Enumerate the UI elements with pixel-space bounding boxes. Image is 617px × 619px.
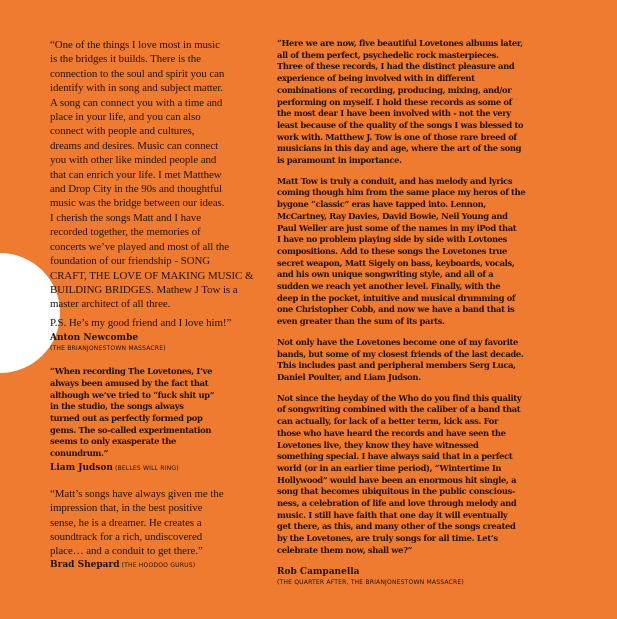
attribution-affiliation: (THE HOODOO GURUS) [121,561,196,569]
quote-paragraph-4: Not since the heyday of the Who do you find this quality of songwriting combined with the caliber of a band that can actually, for lack of a better term, kick ass. For those who have heard the records and have seen the Lovetones live, they know they have witnessed something special. I have always said that in a perfect world (or in an earlier time period), “Wintertime In Hollywood” would have been an enormous hit single, a song that becomes ubiquitous in the public conscious- ness, a celebration of life and love through melody and music. I still have faith that one day it will eventually get there, as this, and many other of the songs created by the Lovetones, are truly songs for all time. Let’s celebrate them now, shall we?” [277,392,522,555]
attribution-line [50,462,274,475]
quote-text: “One of the things I love most in music is the bridges it builds. There is the connection to the soul and spirit you can identify with in song and subject matter. A song can connect you with a time and place in your life, and you can also connect with people and cultures, dreams and desires. Music can connect you with other like minded people and that can enrich your life. I met Matthew and Drop City in the 90s and thoughtful music was the bridge between our ideas. I cherish the songs Matt and I have recorded together, the memories of concerts we’ve played and most of all the foundation of our friendship - SONG CRAFT, THE LOVE OF MAKING MUSIC & BUILDING BRIDGES. Mathew J Tow is a master architect of all three. [50,39,254,311]
testimonial-shepard [50,487,274,572]
attribution-affiliation: (THE BRIANJONESTOWN MASSACRE) [50,345,166,353]
attribution-line [50,559,274,572]
attribution-affiliation: (THE QUARTER AFTER, THE BRIANJONESTOWN MASSACRE) [277,578,464,586]
quote-paragraph-1: “Here we are now, five beautiful Lovetones albums later, all of them perfect, psychedelic rock masterpieces. Three of these records, I had the distinct pleasure and experience of being involved with in different combinations of recording, producing, mixing, and/or performing on myself. I hold these records as some of the most dear I have been involved with - not the very least because of the quality of the songs I was blessed to work with. Matthew J. Tow is one of those rare breed of musicians in this day and age, where the art of the song is paramount in importance. [277,38,524,166]
attribution-name: Brad Shepard [50,559,120,570]
testimonial-judson [50,366,274,475]
attribution-name: Liam Judson [50,462,113,473]
attribution-name: Rob Campanella [277,566,360,577]
testimonial-newcombe [50,38,274,354]
quote-text: “Matt’s songs have always given me the impression that, in the best positive sense, he is a dreamer. He creates a soundtrack for a rich, undiscovered place… and a conduit to get there.” [50,487,224,558]
attribution-affiliation: (BELLES WILL RING) [114,464,179,472]
attribution-name: Anton Newcombe [50,333,139,344]
quote-text: “When recording The Lovetones, I’ve always been amused by the fact that although we’ve tried to “fuck shit up” in the studio, the songs always turned out as perfectly formed pop gems. The so-called experimentation seems to only exasperate the conundrum.” [50,366,215,459]
right-column [277,38,595,588]
quote-paragraph-3: Not only have the Lovetones become one of my favorite bands, but some of my closest friends of the last decade. This includes past and peripheral members Serg Luca, Daniel Poulter, and Liam Judson. [277,336,524,382]
testimonial-campanella [277,38,595,588]
quote-postscript: P.S. He’s my good friend and I love him!” [50,316,232,329]
quote-paragraph-2: Matt Tow is truly a conduit, and has melody and lyrics coming though him from the same place my heros of the bygone “classic” eras have tapped into. Lennon, McCartney, Ray Davies, David Bowie, Neil Young and Paul Weller are just some of the names in my iPod that I have no problem playing side by side with Lovtones compositions. Add to these songs the Lovetones true secret weapon, Matt Sigely on bass, keyboards, vocals, and his own unique songwriting style, and all of a sudden we reach yet another level. Finally, with the deep in the pocket, intuitive and musical drumming of one Christopher Cobb, and now we have a band that is even greater than the sum of its parts. [277,175,526,327]
left-column [50,38,274,584]
